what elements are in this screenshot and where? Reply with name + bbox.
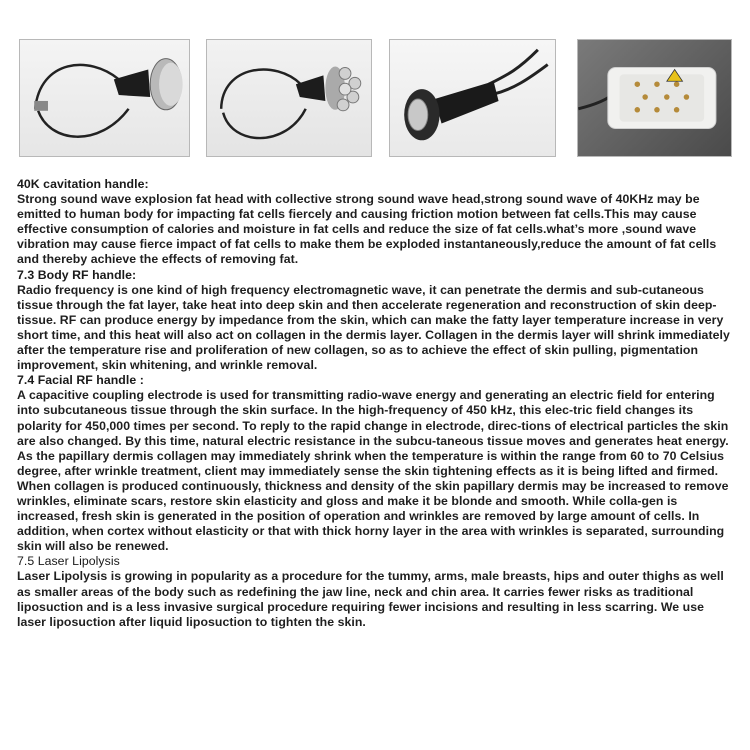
cavitation-body: Strong sound wave explosion fat head with collective strong sound wave head,strong sound wave of 40KHz may be emitted to human body for impacting fat cells fiercely and causing friction motion between fat cells.This may cause effective consumption of calories and moisture in fat cells and reduce the size of fat cells.what’s more ,sound wave vibration may cause fierce impact of fat cells to make them be exploded instantaneously,reduce the amount of fat cells and thereby achieve the effects of removing fat. [17,192,717,267]
facial-rf-body: A capacitive coupling electrode is used for transmitting radio-wave energy and generating an electric field for entering into subcutaneous tissue through the skin surface. In the high-frequency of 450 kHz, this elec-tric field changes its polarity for 450,000 times per second. To reply to the rapid change in electrode, direc-tions of electrical particles the skin are also changed. By this time, natural electric resistance in the subcu-taneous tissue moves and generates heat energy. As the papillary dermis collagen may immediately shrink when the temperature is within the range from 60 to 70 Celsius degree, after wrinkle treatment, client may immediately sense the skin tightening effects as it is being lifted and firmed. When collagen is produced continuously, thickness and density of the skin papillary dermis may be increased to remove wrinkles, eliminate scars, restore skin elasticity and gloss and make it be blonde and smooth. While colla-gen is increased, fresh skin is generated in the position of operation and wrinkles are removed by large amount of cells. In addition, when cortex without elasticity or that with thick horny layer in the area with wrinkles is separated, surrounding skin will also be renewed. [17,388,729,554]
laser-body: Laser Lipolysis is growing in popularity as a procedure for the tummy, arms, male breasts, hips and outer thighs as well as smaller areas of the body such as redefining the jaw line, neck and chin area. It carries fewer risks as traditional liposuction and is a less invasive surgical procedure requiring fewer incisions and resulting in less scarring. We use laser liposuction after liquid liposuction to tighten the skin. [17,569,724,629]
laser-pad-photo [577,39,732,157]
product-photos [0,0,750,165]
body-rf-body: Radio frequency is one kind of high frequency electromagnetic wave, it can penetrate the dermis and sub-cutaneous tissue through the fat layer, take heat into deep skin and then accelerate regeneration and reconstruction of skin deep-tissue. RF can produce energy by impedance from the skin, which can make the fatty layer temperature increase in very short time, and this heat will also act on collagen in the dermis layer. Collagen in the dermis layer will shrink immediately after the temperature rise and proliferation of new collagen, so as to achieve the effect of skin pulling, pigmentation improvement, skin whitening, and wrinkle removal. [17,282,730,373]
body-rf-heading: 7.3 Body RF handle: [17,267,137,282]
body-rf-handle-photo [206,39,372,157]
cavitation-handle-icon [20,40,189,156]
body-rf-handle-icon [207,40,371,156]
laser-heading: 7.5 Laser Lipolysis [17,554,120,569]
facial-rf-handle-icon [390,40,555,156]
facial-rf-handle-photo [389,39,556,157]
facial-rf-heading: 7.4 Facial RF handle : [17,373,144,388]
document-body [17,177,735,630]
cavitation-handle-photo [19,39,190,157]
laser-pad-icon [578,40,731,156]
cavitation-heading: 40K cavitation handle: [17,177,149,191]
